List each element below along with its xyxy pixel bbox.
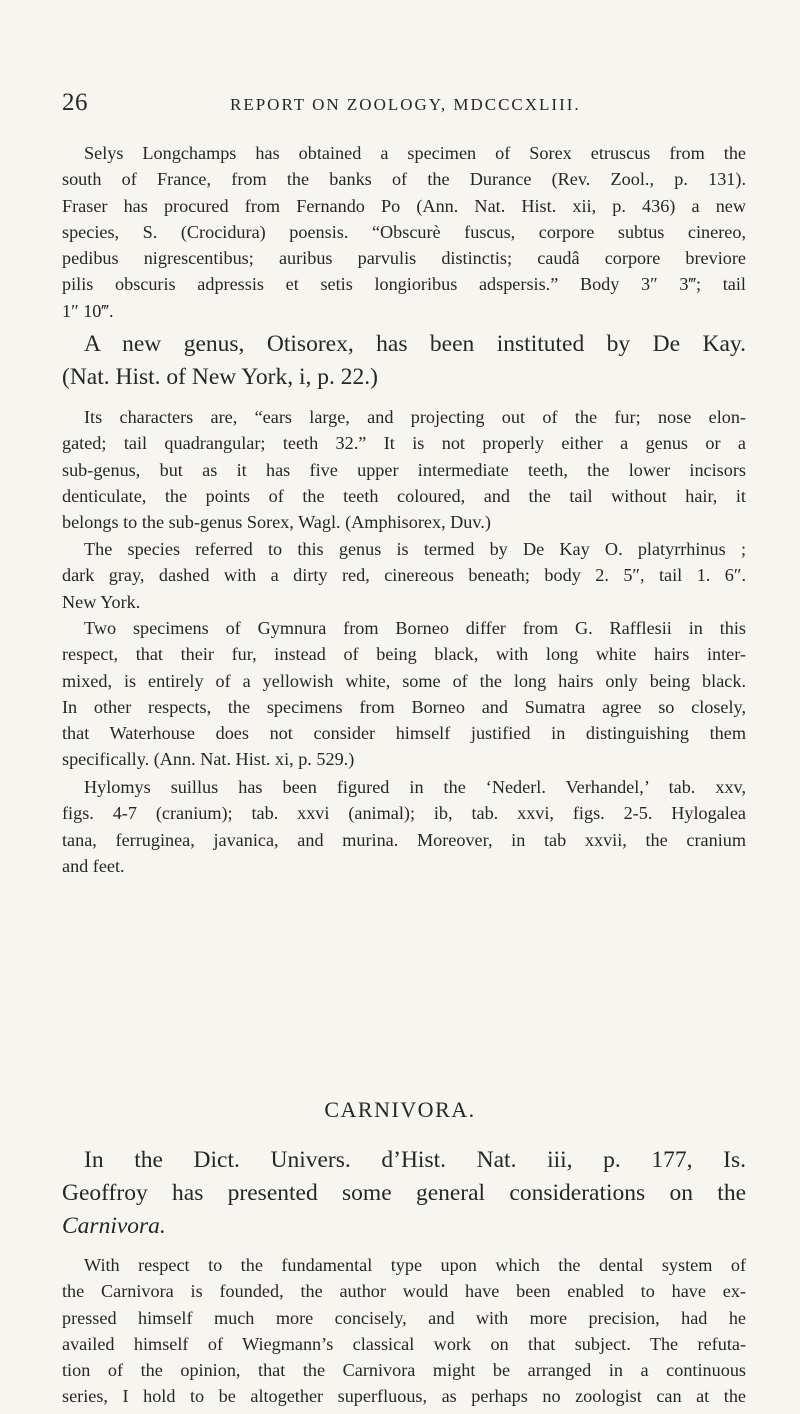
- text-line: sub-genus, but as it has five upper intermediate teeth, the lower incisors: [62, 459, 746, 480]
- text-line: the Carnivora is founded, the author would have been enabled to have ex-: [62, 1281, 746, 1302]
- paragraph-platyrrhinus: [62, 536, 746, 615]
- text-line: mixed, is entirely of a yellowish white, some of the long hairs only being black.: [62, 670, 746, 691]
- text-line: respect, that their fur, instead of being black, with long white hairs inter-: [62, 644, 746, 665]
- text-line: Fraser has procured from Fernando Po (Ann. Nat. Hist. xii, p. 436) a new: [62, 195, 746, 216]
- paragraph-dental-system: [62, 1252, 746, 1410]
- text-line: specifically. (Ann. Nat. Hist. xi, p. 529.): [62, 749, 355, 770]
- text-line: Hylomys suillus has been figured in the ‘Nederl. Verhandel,’ tab. xxv,: [84, 777, 746, 797]
- text-line: pedibus nigrescentibus; auribus parvulis distinctis; caudâ corpore breviore: [62, 248, 746, 269]
- text-line: Geoffroy has presented some general considerations on the: [62, 1180, 746, 1206]
- text-line: The species referred to this genus is termed by De Kay O. platyrrhinus ;: [84, 539, 746, 559]
- text-line: pressed himself much more concisely, and with more precision, had he: [62, 1307, 746, 1328]
- paragraph-geoffroy: [62, 1144, 746, 1243]
- text-line: figs. 4-7 (cranium); tab. xxvi (animal); ib, tab. xxvi, figs. 2-5. Hylogalea: [62, 803, 746, 824]
- text-line: Carnivora.: [62, 1213, 166, 1239]
- paragraph-otisorex: [62, 328, 746, 394]
- text-line: and feet.: [62, 855, 125, 876]
- running-head: REPORT ON ZOOLOGY, MDCCCXLIII.: [230, 95, 581, 114]
- text-line: 1″ 10‴.: [62, 300, 114, 321]
- text-line: A new genus, Otisorex, has been instituted by De Kay.: [84, 331, 746, 357]
- text-line: Two specimens of Gymnura from Borneo differ from G. Rafflesii in this: [84, 618, 746, 638]
- text-line: availed himself of Wiegmann’s classical work on that subject. The refuta-: [62, 1333, 746, 1354]
- text-line: south of France, from the banks of the Durance (Rev. Zool., p. 131).: [62, 169, 746, 190]
- text-line: belongs to the sub-genus Sorex, Wagl. (Amphisorex, Duv.): [62, 512, 491, 533]
- text-line: species, S. (Crocidura) poensis. “Obscurè fuscus, corpore subtus cinereo,: [62, 221, 746, 242]
- text-line: tion of the opinion, that the Carnivora might be arranged in a continuous: [62, 1360, 746, 1381]
- text-line: New York.: [62, 591, 141, 612]
- paragraph-gymnura: [62, 615, 746, 773]
- text-line: that Waterhouse does not consider himself justified in distinguishing them: [62, 723, 746, 744]
- text-line: series, I hold to be altogether superfluous, as perhaps no zoologist can at the: [62, 1386, 746, 1407]
- page-header: [0, 88, 800, 118]
- text-line: gated; tail quadrangular; teeth 32.” It is not properly either a genus or a: [62, 433, 746, 454]
- paragraph-hylomys: [62, 774, 746, 879]
- page-number: 26: [62, 89, 88, 116]
- text-line: Its characters are, “ears large, and projecting out of the fur; nose elon-: [84, 407, 746, 427]
- paragraph-sorex-etruscus: [62, 140, 746, 324]
- section-heading: CARNIVORA.: [324, 1097, 476, 1122]
- text-line: (Nat. Hist. of New York, i, p. 22.): [62, 364, 378, 390]
- paragraph-otisorex-characters: [62, 404, 746, 535]
- text-line: In the Dict. Univers. d’Hist. Nat. iii, p. 177, Is.: [84, 1147, 746, 1173]
- text-line: dark gray, dashed with a dirty red, cinereous beneath; body 2. 5″, tail 1. 6″.: [62, 565, 746, 586]
- text-line: tana, ferruginea, javanica, and murina. Moreover, in tab xxvii, the cranium: [62, 829, 746, 850]
- text-line: With respect to the fundamental type upon which the dental system of: [84, 1255, 746, 1275]
- text-line: Selys Longchamps has obtained a specimen of Sorex etruscus from the: [84, 143, 746, 163]
- text-line: pilis obscuris adpressis et setis longioribus adspersis.” Body 3″ 3‴; tail: [62, 274, 746, 295]
- text-line: denticulate, the points of the teeth coloured, and the tail without hair, it: [62, 485, 746, 506]
- text-line: In other respects, the specimens from Borneo and Sumatra agree so closely,: [62, 696, 746, 717]
